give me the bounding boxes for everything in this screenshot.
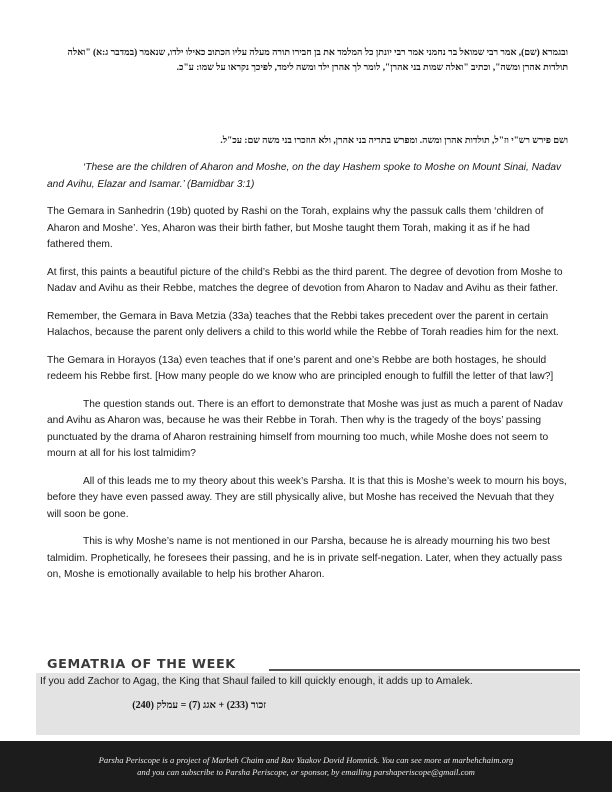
- gematria-divider: [269, 669, 580, 671]
- hebrew-rashi-citation: ושם פירש רש"י וז"ל, תולדות אהרן ומשה. ומפרש בתריה בני אהרן, ולא הוזכרו בני משה שם: עכ"ל.: [220, 136, 568, 146]
- paragraph-third-parent: At first, this paints a beautiful picture of the child’s Rebbi as the third parent. The degree of devotion from Moshe to Nadav and Avihu as their Rebbe, matches the degree of devotion from Aharon to Nadav and Avihu as their father.: [47, 266, 563, 294]
- gematria-equation: זכור (233) + אגג (7) = עמלק (240): [132, 700, 266, 711]
- hebrew-gemara-passage: ובגמרא (שם), אמר רבי שמואל בר נחמני אמר רבי יונתן כל המלמד את בן חבירו תורה מעלה עליו הכתוב כאילו ילדו, שנאמר (במדבר ג:א) "ואלה תולדות אהרן ומשה", וכתיב "ואלה שמות בני אהרן", לומר לך אהרן ילד ומשה לימד, לפיכך נקראו על שמו: ע"כ.: [67, 48, 568, 73]
- gematria-title: GEMATRIA OF THE WEEK: [47, 657, 236, 672]
- paragraph-theory: All of this leads me to my theory about this week’s Parsha. It is that this is Moshe’s week to mourn his boys, before they have even passed away. They are still physically alive, but Moshe has received the Nevuah that they will soon be gone.: [47, 475, 567, 520]
- hebrew-source-block: [44, 46, 568, 76]
- pasuk-translation: ‘These are the children of Aharon and Moshe, on the day Hashem spoke to Moshe on Mount Sinai, Nadav and Avihu, Elazar and Isamar.’ (Bamidbar 3:1): [47, 162, 562, 190]
- footer-line-1: Parsha Periscope is a project of Marbeh Chaim and Rav Yaakov Dovid Homnick. You can see more at marbehchaim.org: [98, 755, 514, 765]
- paragraph-question: The question stands out. There is an effort to demonstrate that Moshe was just as much a parent of Nadav and Avihu as Aharon was, because he was their Rebbe in Torah. Then why is the tragedy of the boys’ passing punctuated by the drama of Aharon restraining himself from mourning too much, while Moshe does not seem to mourn at all for his lost talmidim?: [47, 398, 563, 459]
- gematria-description: If you add Zachor to Agag, the King that Shaul failed to kill quickly enough, it adds up to Amalek.: [40, 676, 473, 687]
- footer-line-2: and you can subscribe to Parsha Periscope, or sponsor, by emailing parshaperiscope@gmail.com: [137, 767, 475, 777]
- article-body: [47, 160, 567, 595]
- footer-bar: [0, 741, 612, 792]
- paragraph-sanhedrin: The Gemara in Sanhedrin (19b) quoted by Rashi on the Torah, explains why the passuk calls them ‘children of Aharon and Moshe’. Yes, Aharon was their birth father, but Moshe taught them Torah, making it as if he had fathered them.: [47, 206, 544, 250]
- gematria-box: [36, 673, 580, 735]
- paragraph-bava-metzia: Remember, the Gemara in Bava Metzia (33a) teaches that the Rebbi takes precedent over the parent in certain Halachos, because the parent only delivers a child to this world while the Rebbe of Torah readies him for the next.: [47, 310, 559, 338]
- paragraph-horayos: The Gemara in Horayos (13a) even teaches that if one’s parent and one’s Rebbe are both hostages, he should redeem his Rebbe first. [How many people do we know who are principled enough to fulfill the letter of that law?]: [47, 354, 554, 382]
- paragraph-conclusion: This is why Moshe’s name is not mentioned in our Parsha, because he is already mourning his two best talmidim. Prophetically, he foresees their passing, and he is in private self-negation. Later, when they actually pass on, Moshe is emotionally available to help his brother Aharon.: [47, 536, 563, 580]
